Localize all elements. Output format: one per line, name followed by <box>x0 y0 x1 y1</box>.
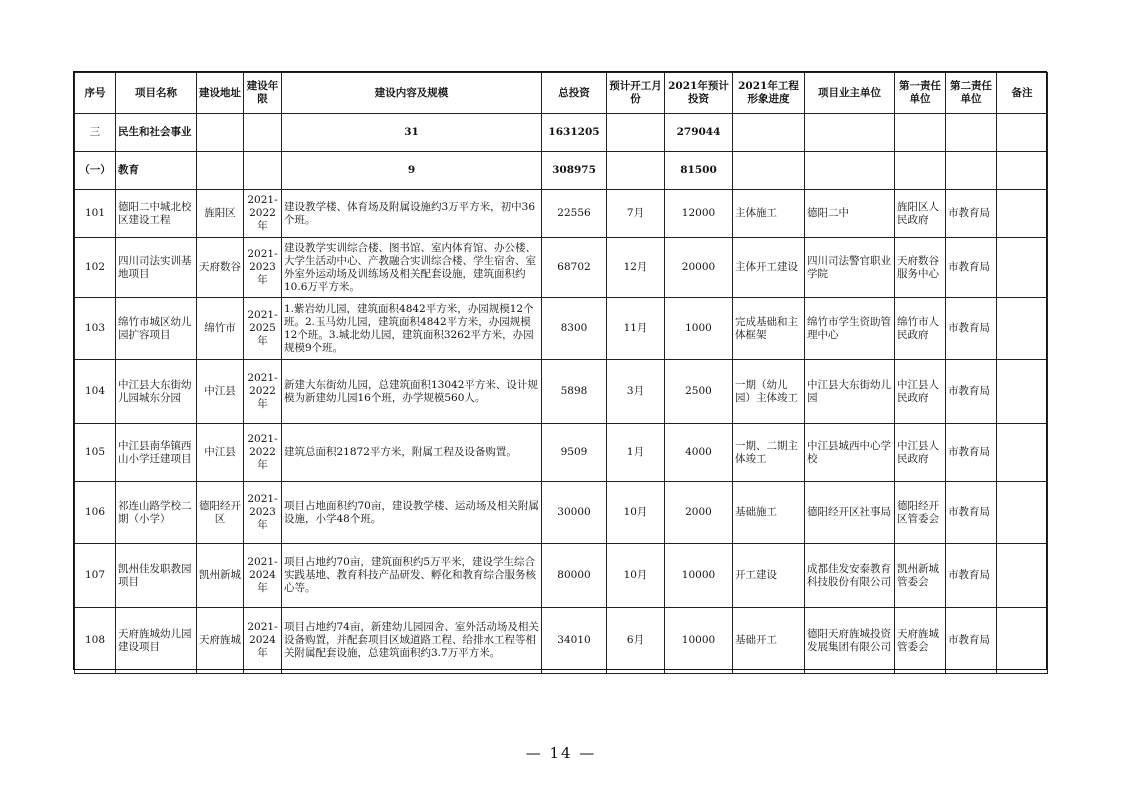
row-owner: 德阳二中 <box>805 190 895 238</box>
row-resp2: 市教育局 <box>946 298 997 360</box>
row-note <box>997 360 1048 424</box>
row-note <box>997 190 1048 238</box>
row-start-month: 11月 <box>607 298 665 360</box>
empty-cell <box>946 114 997 152</box>
empty-cell <box>244 152 282 190</box>
row-seq: 102 <box>75 238 116 298</box>
row-start-month: 3月 <box>607 360 665 424</box>
header-location: 建设地址 <box>197 73 244 114</box>
row-start-month: 6月 <box>607 608 665 674</box>
row-owner: 成都佳发安泰教育科技股份有限公司 <box>805 544 895 608</box>
row-name: 天府旌城幼儿园建设项目 <box>116 608 197 674</box>
row-resp1: 天府数谷服务中心 <box>895 238 946 298</box>
row-owner: 德阳天府旌城投资发展集团有限公司 <box>805 608 895 674</box>
row-period: 2021-2024年 <box>244 544 282 608</box>
table-row <box>75 544 1048 608</box>
section-content: 9 <box>282 152 542 190</box>
empty-cell <box>244 114 282 152</box>
empty-cell <box>733 114 805 152</box>
section-name: 民生和社会事业 <box>116 114 197 152</box>
row-progress2021: 开工建设 <box>733 544 805 608</box>
row-progress2021: 基础施工 <box>733 482 805 544</box>
row-period: 2021-2025年 <box>244 298 282 360</box>
header-owner: 项目业主单位 <box>805 73 895 114</box>
project-table <box>74 72 1048 674</box>
page-number: — 14 — <box>525 744 597 762</box>
section-content: 31 <box>282 114 542 152</box>
header-resp1: 第一责任单位 <box>895 73 946 114</box>
row-progress2021: 基础开工 <box>733 608 805 674</box>
section-total: 1631205 <box>542 114 607 152</box>
row-seq: 106 <box>75 482 116 544</box>
row-resp2: 市教育局 <box>946 424 997 482</box>
header-progress2021: 2021年工程形象进度 <box>733 73 805 114</box>
row-resp2: 市教育局 <box>946 238 997 298</box>
row-note <box>997 424 1048 482</box>
row-location: 中江县 <box>197 360 244 424</box>
section-invest2021: 279044 <box>665 114 733 152</box>
header-content: 建设内容及规模 <box>282 73 542 114</box>
row-seq: 105 <box>75 424 116 482</box>
row-owner: 中江县城西中心学校 <box>805 424 895 482</box>
row-note <box>997 298 1048 360</box>
row-location: 凯州新城 <box>197 544 244 608</box>
row-period: 2021-2023年 <box>244 238 282 298</box>
row-period: 2021-2024年 <box>244 608 282 674</box>
row-invest2021: 20000 <box>665 238 733 298</box>
row-note <box>997 238 1048 298</box>
row-content: 项目占地约70亩，建筑面积约5万平米，建设学生综合实践基地、教育科技产品研发、孵化和教育综合服务核心等。 <box>282 544 542 608</box>
table-row <box>75 608 1048 674</box>
row-owner: 绵竹市学生资助管理中心 <box>805 298 895 360</box>
row-content: 新建大东街幼儿园，总建筑面积13042平方米、设计规模为新建幼儿园16个班，办学规模560人。 <box>282 360 542 424</box>
header-note: 备注 <box>997 73 1048 114</box>
row-invest2021: 2500 <box>665 360 733 424</box>
row-owner: 德阳经开区社事局 <box>805 482 895 544</box>
row-progress2021: 主体施工 <box>733 190 805 238</box>
row-location: 天府旌城 <box>197 608 244 674</box>
row-total: 8300 <box>542 298 607 360</box>
row-start-month: 7月 <box>607 190 665 238</box>
section-seq: （一） <box>75 152 116 190</box>
row-location: 绵竹市 <box>197 298 244 360</box>
row-note <box>997 608 1048 674</box>
row-invest2021: 10000 <box>665 608 733 674</box>
row-resp1: 中江县人民政府 <box>895 360 946 424</box>
row-total: 9509 <box>542 424 607 482</box>
row-name: 绵竹市城区幼儿园扩容项目 <box>116 298 197 360</box>
header-total: 总投资 <box>542 73 607 114</box>
row-invest2021: 10000 <box>665 544 733 608</box>
table-row <box>75 238 1048 298</box>
row-resp1: 天府旌城管委会 <box>895 608 946 674</box>
section-seq: 三 <box>75 114 116 152</box>
table-row <box>75 360 1048 424</box>
row-start-month: 12月 <box>607 238 665 298</box>
header-start-month: 预计开工月份 <box>607 73 665 114</box>
row-progress2021: 一期、二期主体竣工 <box>733 424 805 482</box>
row-content: 项目占地面积约70亩，建设教学楼、运动场及相关附属设施，小学48个班。 <box>282 482 542 544</box>
row-seq: 104 <box>75 360 116 424</box>
header-row <box>75 73 1048 114</box>
row-content: 项目占地约74亩，新建幼儿园园舍、室外活动场及相关设备购置，并配套项目区域道路工程、给排水工程等相关附属配套设施，总建筑面积约3.7万平方米。 <box>282 608 542 674</box>
row-resp1: 旌阳区人民政府 <box>895 190 946 238</box>
row-total: 30000 <box>542 482 607 544</box>
row-location: 天府数谷 <box>197 238 244 298</box>
row-total: 68702 <box>542 238 607 298</box>
row-period: 2021-2022年 <box>244 424 282 482</box>
row-period: 2021-2022年 <box>244 360 282 424</box>
row-resp2: 市教育局 <box>946 360 997 424</box>
header-invest2021: 2021年预计投资 <box>665 73 733 114</box>
row-location: 德阳经开区 <box>197 482 244 544</box>
row-start-month: 1月 <box>607 424 665 482</box>
row-name: 四川司法实训基地项目 <box>116 238 197 298</box>
row-period: 2021-2022年 <box>244 190 282 238</box>
empty-cell <box>805 152 895 190</box>
table-row <box>75 424 1048 482</box>
row-content: 1.紫岩幼儿园，建筑面积4842平方米，办园规模12个班。2.玉马幼儿园，建筑面积4842平方米，办园规模12个班。3.城北幼儿园，建筑面积3262平方米，办园规模9个班。 <box>282 298 542 360</box>
row-location: 中江县 <box>197 424 244 482</box>
row-name: 祁连山路学校二期（小学） <box>116 482 197 544</box>
row-invest2021: 4000 <box>665 424 733 482</box>
section-total: 308975 <box>542 152 607 190</box>
row-note <box>997 544 1048 608</box>
row-start-month: 10月 <box>607 482 665 544</box>
row-resp2: 市教育局 <box>946 190 997 238</box>
section-row <box>75 114 1048 152</box>
empty-cell <box>946 152 997 190</box>
row-content: 建设教学楼、体育场及附属设施约3万平方米，初中36个班。 <box>282 190 542 238</box>
row-resp1: 凯州新城管委会 <box>895 544 946 608</box>
row-name: 中江县南华镇西山小学迁建项目 <box>116 424 197 482</box>
table-row <box>75 298 1048 360</box>
row-resp1: 德阳经开区管委会 <box>895 482 946 544</box>
row-start-month: 10月 <box>607 544 665 608</box>
row-progress2021: 主体开工建设 <box>733 238 805 298</box>
empty-cell <box>997 152 1048 190</box>
row-content: 建筑总面积21872平方米，附属工程及设备购置。 <box>282 424 542 482</box>
empty-cell <box>997 114 1048 152</box>
row-seq: 107 <box>75 544 116 608</box>
header-seq: 序号 <box>75 73 116 114</box>
row-invest2021: 1000 <box>665 298 733 360</box>
row-resp1: 绵竹市人民政府 <box>895 298 946 360</box>
row-resp2: 市教育局 <box>946 544 997 608</box>
row-resp2: 市教育局 <box>946 482 997 544</box>
empty-cell <box>895 152 946 190</box>
row-seq: 103 <box>75 298 116 360</box>
row-total: 34010 <box>542 608 607 674</box>
empty-cell <box>895 114 946 152</box>
row-location: 旌阳区 <box>197 190 244 238</box>
header-resp2: 第二责任单位 <box>946 73 997 114</box>
row-resp1: 中江县人民政府 <box>895 424 946 482</box>
row-progress2021: 完成基础和主体框架 <box>733 298 805 360</box>
row-invest2021: 2000 <box>665 482 733 544</box>
empty-cell <box>607 152 665 190</box>
row-seq: 108 <box>75 608 116 674</box>
section-row <box>75 152 1048 190</box>
empty-cell <box>197 114 244 152</box>
header-name: 项目名称 <box>116 73 197 114</box>
row-period: 2021-2023年 <box>244 482 282 544</box>
row-seq: 101 <box>75 190 116 238</box>
section-invest2021: 81500 <box>665 152 733 190</box>
empty-cell <box>733 152 805 190</box>
table-row <box>75 190 1048 238</box>
row-progress2021: 一期（幼儿园）主体竣工 <box>733 360 805 424</box>
row-total: 80000 <box>542 544 607 608</box>
empty-cell <box>197 152 244 190</box>
row-name: 德阳二中城北校区建设工程 <box>116 190 197 238</box>
row-owner: 四川司法警官职业学院 <box>805 238 895 298</box>
section-name: 教育 <box>116 152 197 190</box>
table-row <box>75 482 1048 544</box>
row-invest2021: 12000 <box>665 190 733 238</box>
row-resp2: 市教育局 <box>946 608 997 674</box>
row-name: 中江县大东街幼儿园城东分园 <box>116 360 197 424</box>
row-name: 凯州佳发职教园项目 <box>116 544 197 608</box>
row-content: 建设教学实训综合楼、图书馆、室内体育馆、办公楼、大学生活动中心、产教融合实训综合楼、学生宿舍、室外室外运动场及训练场及相关配套设施，建筑面积约10.6万平方米。 <box>282 238 542 298</box>
empty-cell <box>805 114 895 152</box>
empty-cell <box>607 114 665 152</box>
header-period: 建设年限 <box>244 73 282 114</box>
row-total: 5898 <box>542 360 607 424</box>
row-note <box>997 482 1048 544</box>
row-owner: 中江县大东街幼儿园 <box>805 360 895 424</box>
row-total: 22556 <box>542 190 607 238</box>
